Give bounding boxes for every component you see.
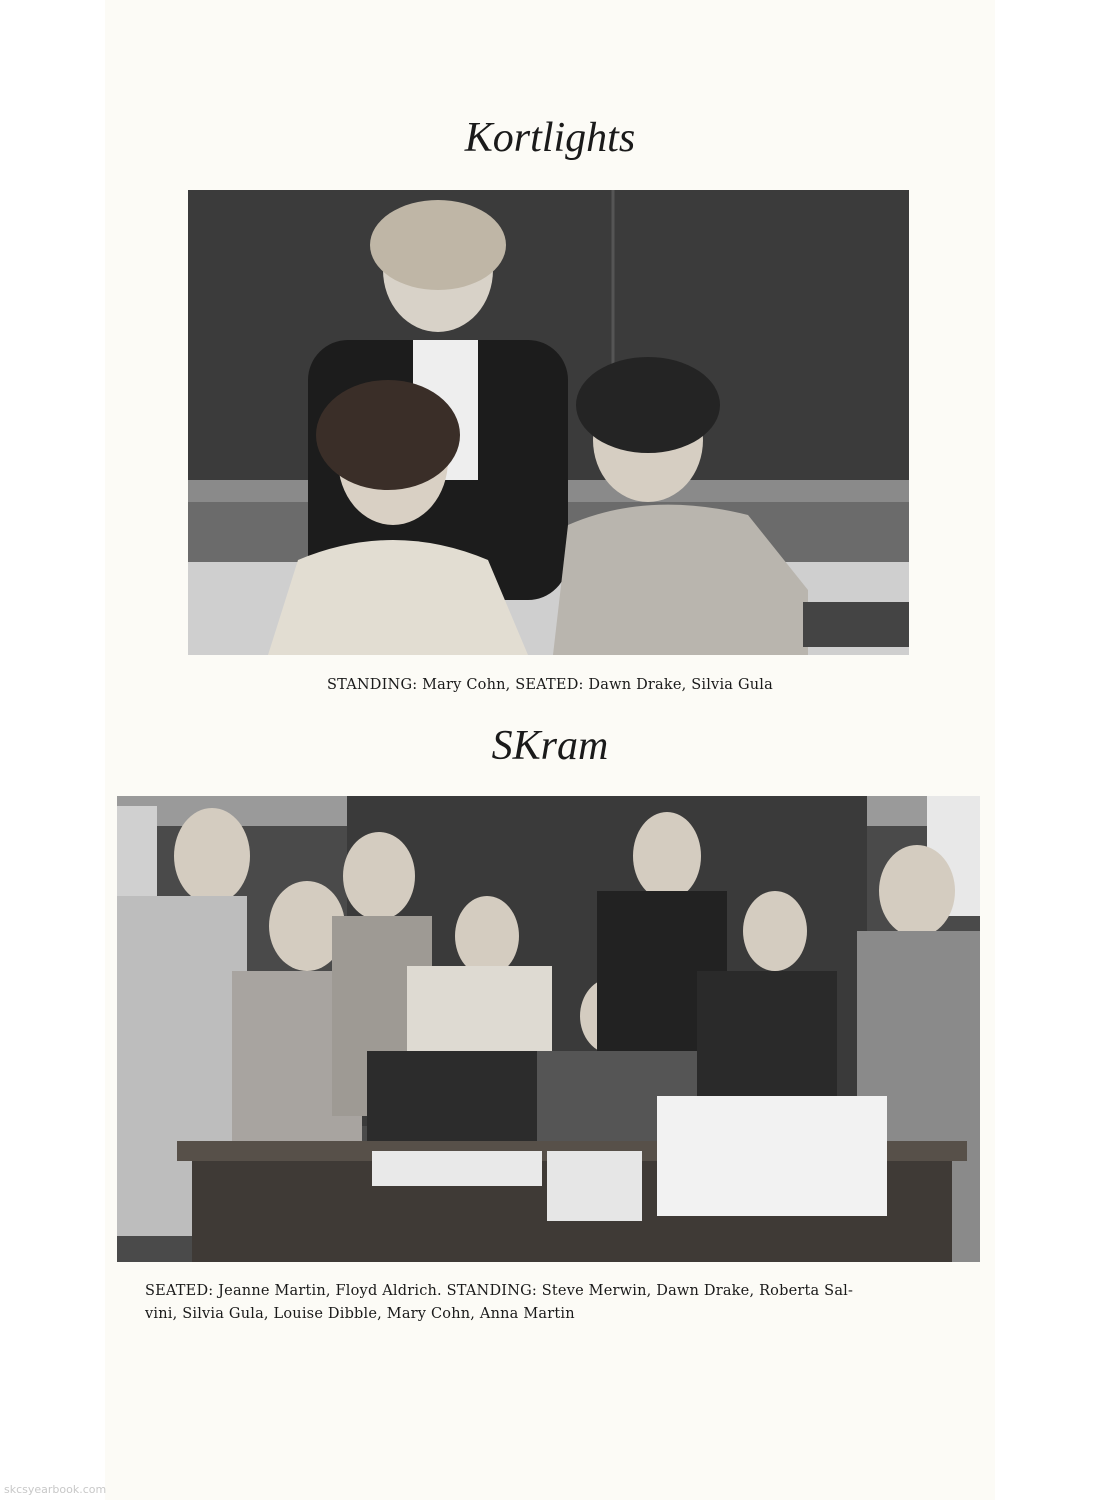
skram-caption-line-1: SEATED: Jeanne Martin, Floyd Aldrich. STANDING: Steve Merwin, Dawn Drake, Roberta Sal- — [145, 1283, 854, 1299]
skram-caption — [145, 1280, 965, 1326]
skram-title: SKram — [491, 723, 609, 769]
kortlights-group-photo — [188, 190, 909, 655]
kortlights-caption: STANDING: Mary Cohn, SEATED: Dawn Drake, Silvia Gula — [327, 677, 773, 693]
skram-caption-line-2: vini, Silvia Gula, Louise Dibble, Mary Cohn, Anna Martin — [145, 1306, 575, 1322]
kortlights-title: Kortlights — [464, 115, 636, 161]
site-watermark: skcsyearbook.com — [4, 1483, 107, 1496]
skram-group-photo — [117, 796, 980, 1262]
